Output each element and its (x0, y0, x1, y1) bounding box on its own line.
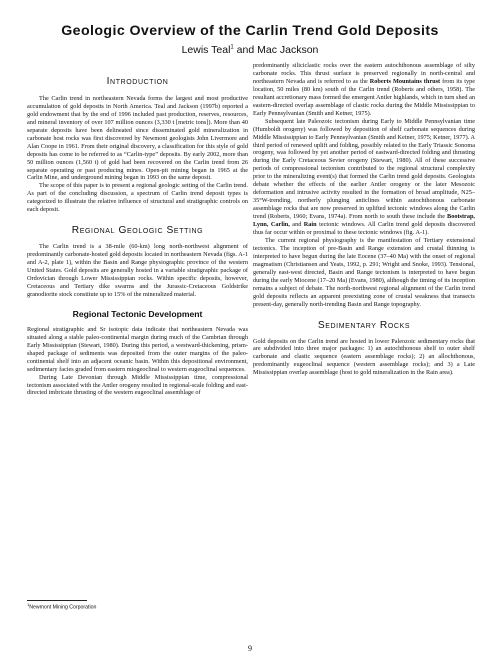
text-run: and (289, 221, 304, 229)
roberts-mountains-thrust: Roberts Mountains thrust (369, 77, 441, 85)
author-line (0, 44, 500, 56)
footnote-text: Newmont Mining Corporation (29, 604, 97, 611)
author-jackson: and Mac Jackson (233, 44, 319, 56)
tectonic-window-names: Bootstrap, Lynn, Carlin, (253, 213, 475, 229)
tectonic-paragraph-2: During Late Devonian through Middle Mississippian time, compressional tectonism associated with the Antler orogeny resulted in regional-scale folding and east-directed imbricate thrusting of the western eugeoclinal assemblage of (27, 373, 248, 397)
intro-paragraph-1: The Carlin trend in northeastern Nevada forms the largest and most productive accumulation of gold deposits in North America. Teal and Jackson (1997b) reported a gold endowment that by the end of 1996 included past production, reserves, resources, and mineral inventory of over 107 million ounces (3,330 t [metric tons]). More than 40 separate deposits have been delineated since disseminated gold mineralization in carbonate host rocks was first discovered by Newmont geologists John Livermore and Alan Coope in 1961. From their original discovery, a classification for this style of gold deposits has come to be referred to as “Carlin-type” deposits. By early 2002, more than 50 million ounces (1,560 t) of gold had been recovered on the Carlin trend from 26 separate operating or past producing mines. Open-pit mining began in 1965 at the Carlin Mine, and underground mining began in 1993 on the same deposit. (27, 94, 248, 182)
heading-regional-geologic-setting: Regional Geologic Setting (71, 225, 204, 237)
heading-regional-tectonic-development: Regional Tectonic Development (72, 308, 203, 319)
page-number: 9 (248, 644, 252, 653)
intro-paragraph-2: The scope of this paper is to present a regional geologic setting of the Carlin trend. As part of the concluding discussion, a spectrum of Carlin trend deposit types is categorized to illustrate the relative influence of structural and stratigraphic controls on each deposit. (27, 182, 248, 214)
paper-title: Geologic Overview of the Carlin Trend Gold Deposits (61, 23, 439, 39)
tectonic-paragraph-4: The current regional physiography is the manifestation of Tertiary extensional tectonics. The inception of pre-Basin and Range extension and crustal thinning is interpreted to have begun during the late Eocene (37–40 Ma) with the onset of regional magmatism (Christiansen and Yeats, 1992, p. 291; Wright and Snoke, 1993). Tensional, generally east-west directed, Basin and Range tectonism is interpreted to have begun during the early Miocene (17–20 Ma) (Evans, 1980), although the timing of its inception remains a subject of debate. The north-northwest regional alignment of the Carlin trend gold deposits reflects an apparent preexisting zone of crustal weakness that transects present-day, generally north-trending Basin and Range topography. (253, 236, 476, 308)
text-run: tectonic windows. All Carlin trend gold deposits discovered thus far occur within or proximal to these tectonic windows (fig. A-1). (253, 221, 475, 237)
right-column (253, 62, 475, 377)
rain-window-name: Rain (303, 221, 317, 229)
text-run: from its type location, 50 miles (80 km) south of the Carlin trend (Roberts and others, 1958). The resultant accretionary mass formed the emergent Antler highlands, which in turn shed an eastern-directed overlap assemblage of clastic rocks during the Middle Mississippian to Early Pennsylvanian (Smith and Ketner, 1975). (253, 77, 475, 117)
text-run: Subsequent late Paleozoic tectonism during Early to Middle Pennsylvanian time (Humboldt orogeny) was followed by deposition of shelf carbonate sequences during Middle Mississippian to Early Pennsylvanian (Smith and Ketner, 1975; Ketner, 1977). A third period of renewed uplift and folding, possibly related to the Early Triassic Sonoma orogeny, was followed by yet another period of eastward-directed folding and thrusting during the Early Cretaceous Sevier orogeny (Stewart, 1980). All of these successive periods of compressional tectonism contributed to the regional structural complexity prior to the mineralizing event(s) that formed the Carlin trend gold deposits. Geologists debate whether the effects of the earlier Antler orogeny or the later Mesozoic deformation and intrusive activity resulted in the formation of broad amplitude, N25–35°W-trending, northerly plunging anticlines within autochthonous carbonate assemblage rocks that are now preserved in uplifted tectonic windows along the Carlin trend (Roberts, 1960; Evans, 1974a). From north to south these include the (253, 117, 475, 221)
footnote-mark: 1 (27, 602, 30, 607)
text-run: predominantly siliciclastic rocks over the eastern autochthonous assemblage of silty carbonate rocks. This thrust surface is preserved regionally in north-central and northeastern Nevada and is referred to as the (253, 62, 475, 85)
footnote-divider (27, 600, 87, 601)
regional-paragraph: The Carlin trend is a 38-mile (60-km) long north-northwest alignment of predominantly carbonate-hosted gold deposits located in northeastern Nevada (figs. A-1 and A-2, plate 1), within the Basin and Range physiographic province of the western United States. Gold deposits are generally hosted in a variable stratigraphic package of Ordovician through Lower Mississippian rocks. Within specific deposits, however, Cretaceous and Tertiary dike swarms and the Jurassic-Cretaceous Goldstrike granodiorite stock constitute up to 15% of the mineralized material. (27, 243, 248, 298)
tectonic-paragraph-1: Regional stratigraphic and Sr isotopic data indicate that northeastern Nevada was situated along a stable paleo-continental margin during much of the Cambrian through Early Mississippian (Stewart, 1980). During this period, a westward-thickening, prism-shaped package of sediments was deposited from the outer margins of the paleo-continental shelf into an adjacent oceanic basin. Within this depositional environment, sedimentary facies graded from eastern miogeoclinal to western eugeoclinal sequences. (27, 325, 248, 373)
author-affiliation-mark: 1 (230, 44, 234, 51)
tectonic-paragraph-3 (253, 118, 475, 237)
left-column (27, 64, 248, 397)
heading-introduction: Introduction (106, 76, 169, 87)
sedimentary-paragraph: Gold deposits on the Carlin trend are hosted in lower Paleozoic sedimentary rocks that are subdivided into three major packages: 1) an autochthonous shelf to outer shelf carbonate and clastic sequence (eastern assemblage rocks); 2) an allochthonous, predominantly eugeoclinal sequence (western assemblage rocks); and 3) a Late Mississippian overlap assemblage (host to gold mineralization in the Rain area). (253, 337, 475, 377)
tectonic-paragraph-2-continued (253, 62, 475, 118)
heading-sedimentary-rocks: Sedimentary Rocks (317, 319, 411, 331)
footnote (27, 602, 96, 611)
author-teal: Lewis Teal (181, 44, 231, 56)
